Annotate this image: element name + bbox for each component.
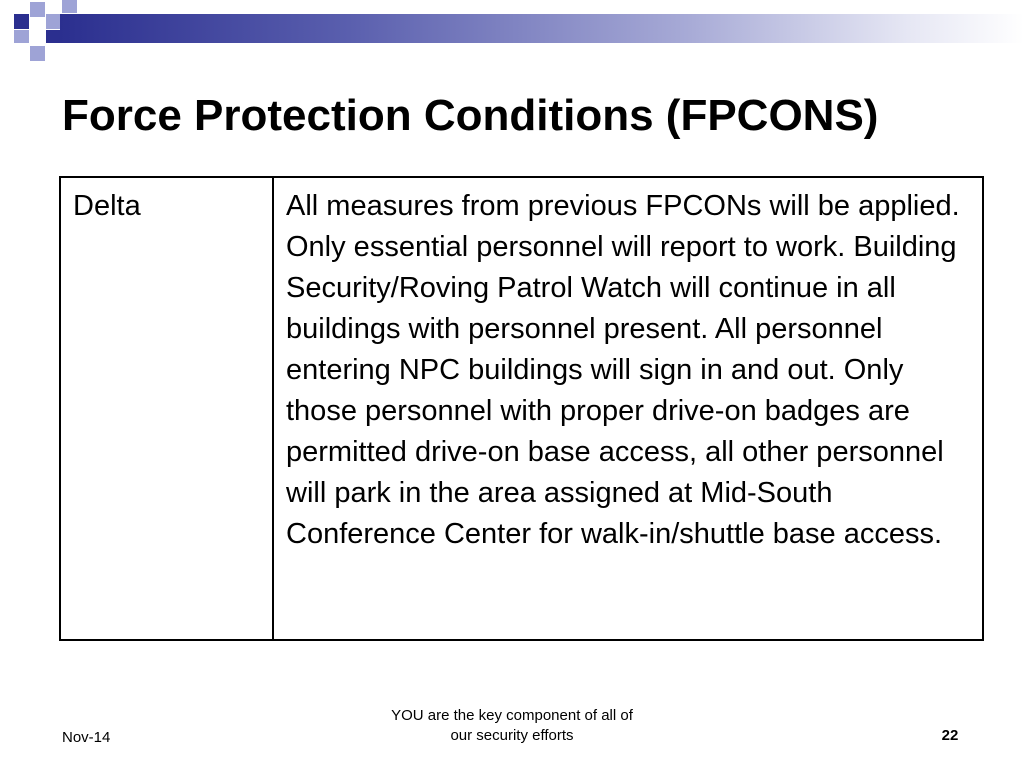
footer-date: Nov-14 bbox=[62, 729, 111, 746]
slide-title: Force Protection Conditions (FPCONS) bbox=[62, 91, 879, 140]
fpcon-level-cell: Delta bbox=[60, 177, 273, 640]
decor-square-7 bbox=[62, 0, 77, 13]
footer-slogan-line-1: YOU are the key component of all of bbox=[391, 707, 633, 724]
fpcon-table bbox=[59, 176, 984, 641]
table-row bbox=[60, 177, 983, 640]
decor-square-1 bbox=[14, 14, 29, 29]
decor-square-6 bbox=[14, 30, 29, 43]
decor-square-4 bbox=[46, 30, 60, 43]
fpcon-description-cell: All measures from previous FPCONs will be applied. Only essential personnel will report to work. Building Security/Roving Patrol Watch will continue in all buildings with personnel present. All personnel entering NPC buildings will sign in and out. Only those personnel with proper drive-on badges are permitted drive-on base access, all other personnel will park in the area assigned at Mid-South Conference Center for walk-in/shuttle base access. bbox=[273, 177, 983, 640]
decor-square-2 bbox=[30, 2, 45, 17]
header-gradient-band bbox=[60, 14, 1024, 43]
decor-square-3 bbox=[46, 14, 61, 29]
footer-slogan-line-2: our security efforts bbox=[450, 727, 574, 744]
footer-slogan bbox=[362, 706, 662, 746]
slide-number: 22 bbox=[941, 727, 959, 744]
decor-square-5 bbox=[30, 46, 45, 61]
